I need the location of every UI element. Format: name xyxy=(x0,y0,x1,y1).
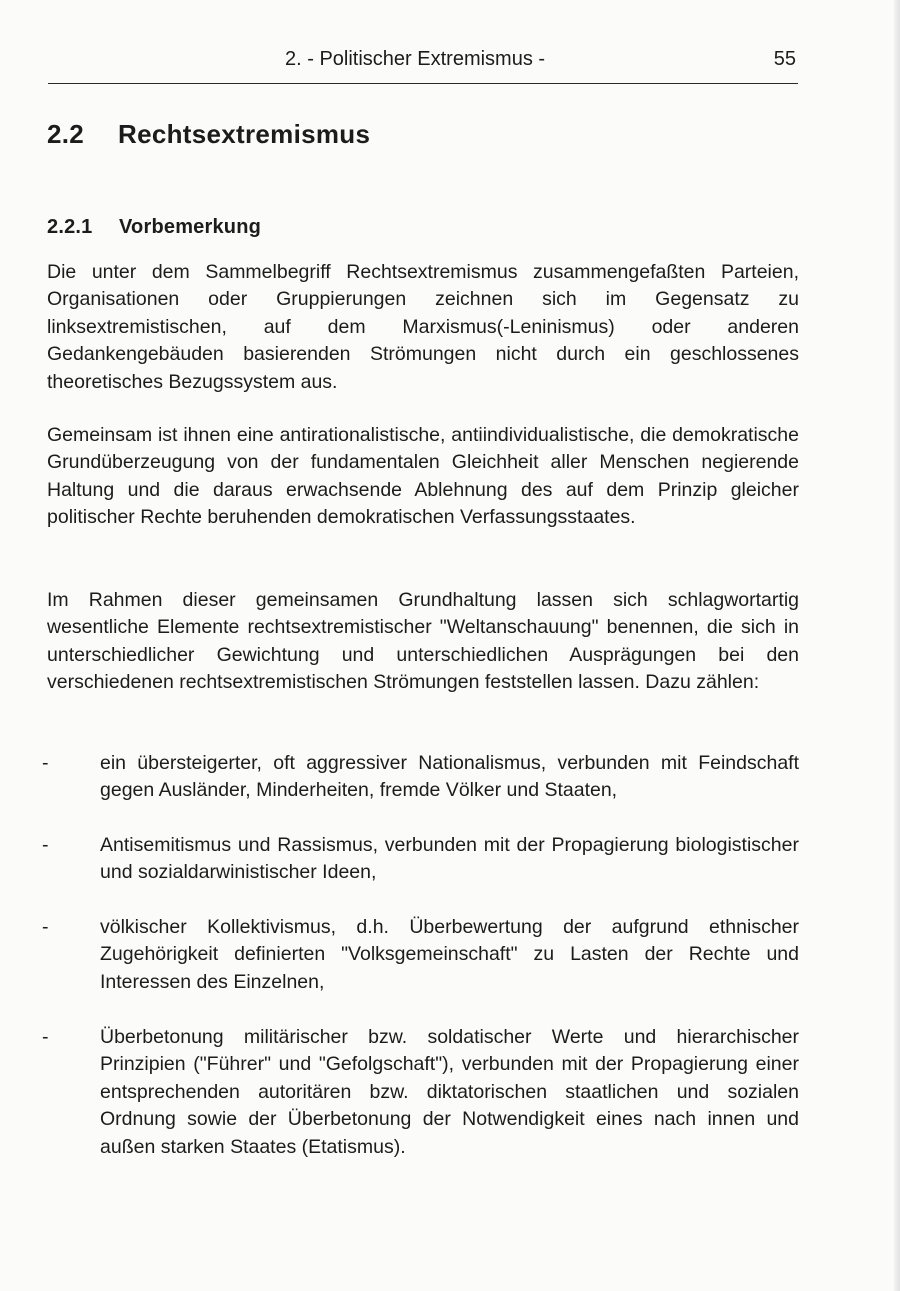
section-heading xyxy=(47,116,370,152)
subsection-heading xyxy=(47,213,261,241)
paragraph-3: Im Rahmen dieser gemeinsamen Grundhaltung lassen sich schlagwortartig wesentliche Elemente rechtsextremistischer "Weltanschauung" benennen, die sich in unterschiedlicher Gewichtung und unterschiedlichen Ausprägungen bei den verschiedenen rechtsextremistischen Strömungen feststellen lassen. Dazu zählen: xyxy=(47,589,799,694)
paragraph-1: Die unter dem Sammelbegriff Rechtsextremismus zusammengefaßten Parteien, Organisationen oder Gruppierungen zeichnen sich im Gegensatz zu linksextremistischen, auf dem Marxismus(-Leninismus) oder anderen Gedankengebäuden basierenden Strömungen nicht durch ein geschlossenes theoretisches Bezugssystem aus. xyxy=(47,261,799,393)
header-rule xyxy=(48,83,798,84)
list-item-text: ein übersteigerter, oft aggressiver Nationalismus, verbunden mit Feindschaft gegen Ausländer, Minderheiten, fremde Völker und Staaten, xyxy=(100,752,799,802)
section-title: Rechtsextremismus xyxy=(118,119,371,149)
subsection-title: Vorbemerkung xyxy=(119,216,262,238)
paragraph-2: Gemeinsam ist ihnen eine antirationalistische, antiindividualistische, die demokratische Grundüberzeugung von der fundamentalen Gleichheit aller Menschen negierende Haltung und die daraus erwachsende Ablehnung des auf dem Prinzip gleicher politischer Rechte beruhenden demokratischen Verfassungsstaates. xyxy=(47,424,799,529)
list-bullet: - xyxy=(42,752,49,774)
subsection-number: 2.2.1 xyxy=(47,216,93,238)
page-edge-shadow xyxy=(894,0,900,1291)
list-item-text: Überbetonung militärischer bzw. soldatischer Werte und hierarchischer Prinzipien ("Führer" und "Gefolgschaft"), verbunden mit der Propagierung einer entsprechenden autoritären bzw. diktatorischen staatlichen und sozialen Ordnung sowie der Überbetonung der Notwendigkeit eines nach innen und außen starken Staates (Etatismus). xyxy=(100,1026,799,1158)
list-bullet: - xyxy=(42,834,49,856)
list-item-text: völkischer Kollektivismus, d.h. Überbewertung der aufgrund ethnischer Zugehörigkeit definierten "Volksgemeinschaft" zu Lasten der Rechte und Interessen des Einzelnen, xyxy=(100,916,799,993)
page-number: 55 xyxy=(773,48,796,70)
running-title: 2. - Politischer Extremismus - xyxy=(285,48,546,70)
running-header xyxy=(48,44,798,74)
list-item-text: Antisemitismus und Rassismus, verbunden mit der Propagierung biologistischer und sozialdarwinistischer Ideen, xyxy=(100,834,799,884)
list-bullet: - xyxy=(42,916,49,938)
list-bullet: - xyxy=(42,1026,49,1048)
section-number: 2.2 xyxy=(47,119,85,149)
